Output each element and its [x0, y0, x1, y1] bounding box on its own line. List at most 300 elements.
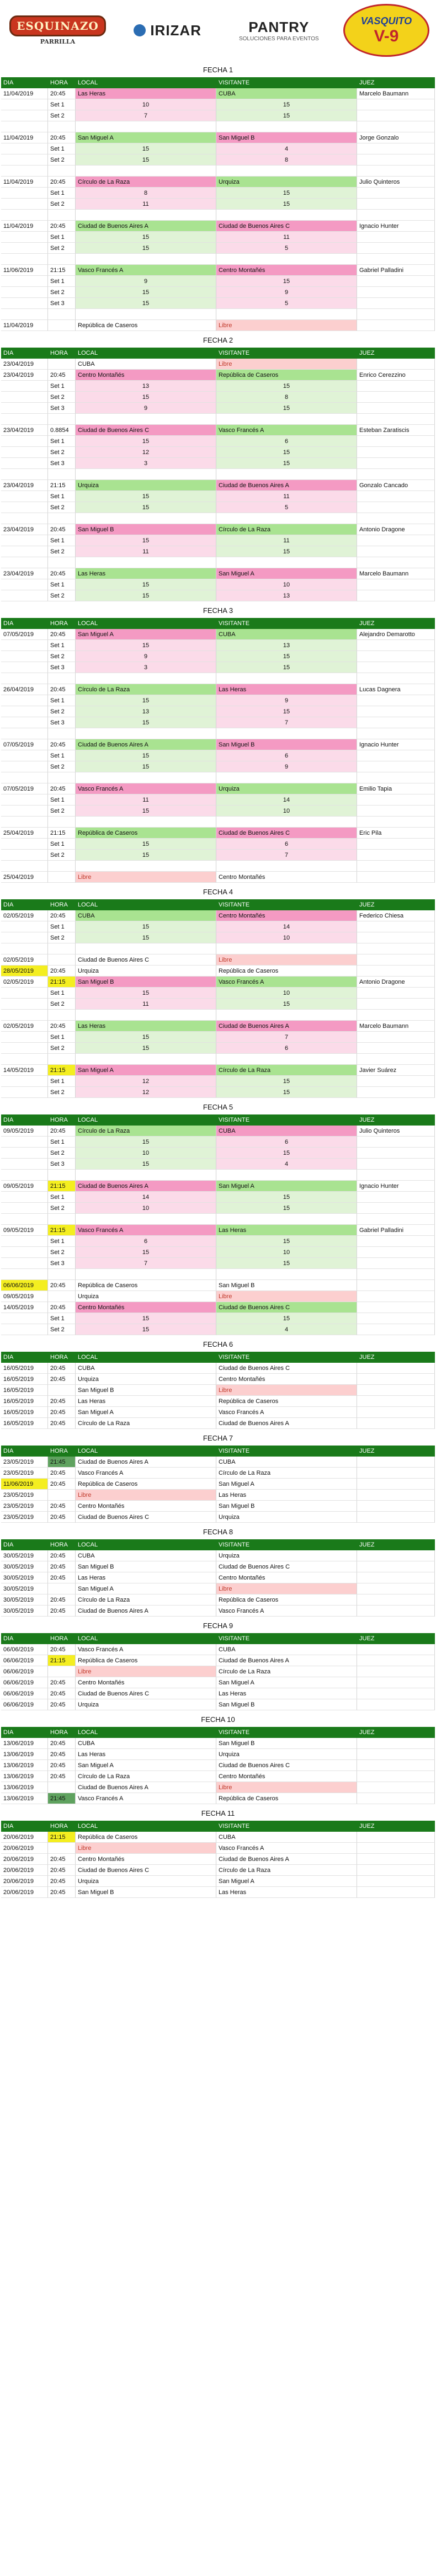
cell-referee	[357, 210, 435, 221]
cell-home-team: 15	[76, 717, 216, 728]
cell-time: 21:15	[48, 1832, 76, 1843]
cell-date: 09/05/2019	[1, 1126, 48, 1137]
cell-referee	[357, 806, 435, 817]
column-header-time: HORA	[48, 1446, 76, 1457]
cell-home-team: 10	[76, 1148, 216, 1159]
cell-home-team: Vasco Francés A	[76, 1225, 216, 1236]
cell-referee	[357, 590, 435, 601]
cell-away-team	[216, 861, 357, 872]
cell-time	[48, 1010, 76, 1021]
cell-date: 30/05/2019	[1, 1606, 48, 1617]
cell-referee: Eric Pila	[357, 828, 435, 839]
cell-home-team: Ciudad de Buenos Aires C	[76, 1865, 216, 1876]
cell-away-team: Vasco Francés A	[216, 425, 357, 436]
column-header-referee: JUEZ	[357, 1821, 435, 1832]
cell-time	[48, 872, 76, 883]
cell-referee	[357, 966, 435, 977]
cell-away-team: Ciudad de Buenos Aires C	[216, 221, 357, 232]
cell-time	[48, 1843, 76, 1854]
cell-referee	[357, 817, 435, 828]
cell-referee	[357, 1887, 435, 1898]
cell-home-team: 15	[76, 1313, 216, 1324]
cell-time: Set 1	[48, 579, 76, 590]
cell-time	[48, 210, 76, 221]
fecha-title: FECHA 4	[203, 888, 233, 896]
cell-time	[48, 1170, 76, 1181]
cell-time	[48, 1666, 76, 1677]
column-header-home-team: LOCAL	[76, 348, 216, 359]
cell-time: Set 1	[48, 640, 76, 651]
cell-away-team: 15	[216, 546, 357, 557]
cell-away-team: Centro Montañés	[216, 1572, 357, 1583]
cell-time: Set 2	[48, 806, 76, 817]
cell-away-team: Las Heras	[216, 1225, 357, 1236]
cell-home-team: 7	[76, 110, 216, 121]
column-header-time: HORA	[48, 1633, 76, 1644]
cell-away-team	[216, 121, 357, 132]
cell-away-team: Centro Montañés	[216, 1374, 357, 1385]
cell-date: 06/06/2019	[1, 1644, 48, 1655]
cell-date: 30/05/2019	[1, 1572, 48, 1583]
cell-home-team: 15	[76, 695, 216, 706]
cell-date	[1, 806, 48, 817]
cell-date	[1, 143, 48, 154]
cell-home-team: 15	[76, 921, 216, 932]
cell-away-team: San Miguel B	[216, 1699, 357, 1710]
cell-time: Set 2	[48, 392, 76, 403]
cell-referee: Lucas Dagnera	[357, 684, 435, 695]
cell-date: 14/05/2019	[1, 1302, 48, 1313]
cell-referee	[357, 1214, 435, 1225]
cell-referee	[357, 999, 435, 1010]
cell-referee: Alejandro Demarotto	[357, 629, 435, 640]
cell-date: 13/06/2019	[1, 1760, 48, 1771]
cell-away-team	[216, 210, 357, 221]
cell-home-team	[76, 1269, 216, 1280]
cell-date: 25/04/2019	[1, 872, 48, 883]
cell-date: 23/04/2019	[1, 524, 48, 535]
cell-date	[1, 557, 48, 568]
cell-date	[1, 772, 48, 783]
cell-time	[48, 309, 76, 320]
cell-away-team: 15	[216, 1236, 357, 1247]
cell-time: 20:45	[48, 966, 76, 977]
cell-away-team: San Miguel A	[216, 1479, 357, 1490]
fixture-table	[1, 348, 435, 601]
fecha-title: FECHA 7	[203, 1434, 233, 1442]
cell-away-team: 15	[216, 706, 357, 717]
column-header-away-team: VISITANTE	[216, 1446, 357, 1457]
cell-referee: Emilio Tapia	[357, 783, 435, 794]
cell-date: 23/04/2019	[1, 568, 48, 579]
cell-referee: Marcelo Baumann	[357, 1021, 435, 1032]
cell-date	[1, 1203, 48, 1214]
cell-time: 20:45	[48, 177, 76, 188]
column-header-referee: JUEZ	[357, 618, 435, 629]
cell-time: Set 2	[48, 199, 76, 210]
cell-home-team: Ciudad de Buenos Aires A	[76, 739, 216, 750]
cell-home-team: San Miguel A	[76, 1407, 216, 1418]
cell-date: 20/06/2019	[1, 1832, 48, 1843]
cell-referee	[357, 662, 435, 673]
cell-away-team: CUBA	[216, 1832, 357, 1843]
cell-away-team: Las Heras	[216, 684, 357, 695]
cell-time	[48, 943, 76, 954]
cell-home-team: 15	[76, 750, 216, 761]
cell-home-team: Libre	[76, 1490, 216, 1501]
cell-date	[1, 728, 48, 739]
cell-date: 23/04/2019	[1, 425, 48, 436]
cell-away-team: San Miguel B	[216, 1280, 357, 1291]
cell-time: 21:45	[48, 1793, 76, 1804]
cell-date	[1, 243, 48, 254]
cell-referee	[357, 1418, 435, 1429]
cell-home-team: 3	[76, 662, 216, 673]
cell-referee	[357, 1043, 435, 1054]
cell-time: 20:45	[48, 1771, 76, 1782]
cell-time: 20:45	[48, 1644, 76, 1655]
cell-time: Set 2	[48, 243, 76, 254]
cell-referee	[357, 276, 435, 287]
fecha-title: FECHA 10	[201, 1715, 235, 1724]
cell-away-team: 9	[216, 761, 357, 772]
cell-home-team: 15	[76, 579, 216, 590]
cell-home-team: 12	[76, 447, 216, 458]
column-header-home-team: LOCAL	[76, 1446, 216, 1457]
column-header-referee: JUEZ	[357, 348, 435, 359]
cell-away-team: 9	[216, 695, 357, 706]
cell-away-team	[216, 414, 357, 425]
cell-date: 23/04/2019	[1, 370, 48, 381]
cell-date	[1, 1054, 48, 1065]
cell-away-team: 10	[216, 988, 357, 999]
cell-time: 21:45	[48, 1457, 76, 1468]
cell-referee	[357, 188, 435, 199]
cell-time	[48, 1054, 76, 1065]
cell-date: 02/05/2019	[1, 1021, 48, 1032]
cell-referee	[357, 1032, 435, 1043]
cell-date	[1, 392, 48, 403]
cell-home-team: República de Caseros	[76, 1655, 216, 1666]
cell-time	[48, 166, 76, 177]
cell-date	[1, 436, 48, 447]
cell-referee	[357, 359, 435, 370]
cell-away-team: 5	[216, 502, 357, 513]
cell-referee	[357, 414, 435, 425]
cell-referee	[357, 535, 435, 546]
cell-date	[1, 662, 48, 673]
cell-home-team: 15	[76, 1137, 216, 1148]
cell-time: Set 2	[48, 447, 76, 458]
cell-away-team: 4	[216, 1159, 357, 1170]
cell-away-team	[216, 1170, 357, 1181]
cell-home-team: Las Heras	[76, 1396, 216, 1407]
cell-referee	[357, 673, 435, 684]
cell-home-team: Vasco Francés A	[76, 265, 216, 276]
cell-home-team: 15	[76, 491, 216, 502]
cell-home-team: San Miguel B	[76, 1887, 216, 1898]
cell-referee	[357, 1782, 435, 1793]
column-header-referee: JUEZ	[357, 1727, 435, 1738]
column-header-time: HORA	[48, 618, 76, 629]
cell-date: 06/06/2019	[1, 1677, 48, 1688]
cell-away-team: San Miguel B	[216, 1501, 357, 1512]
cell-home-team: República de Caseros	[76, 320, 216, 331]
column-header-away-team: VISITANTE	[216, 1539, 357, 1550]
cell-away-team: 15	[216, 662, 357, 673]
cell-referee	[357, 1738, 435, 1749]
cell-home-team: Libre	[76, 1666, 216, 1677]
cell-referee: Marcelo Baumann	[357, 88, 435, 99]
cell-referee	[357, 1561, 435, 1572]
cell-date: 06/06/2019	[1, 1280, 48, 1291]
pantry-logo	[226, 11, 331, 50]
cell-referee: Antonio Dragone	[357, 524, 435, 535]
cell-away-team: 11	[216, 232, 357, 243]
column-header-away-team: VISITANTE	[216, 348, 357, 359]
cell-date	[1, 502, 48, 513]
cell-away-team: Libre	[216, 1782, 357, 1793]
cell-away-team	[216, 254, 357, 265]
cell-away-team: Libre	[216, 320, 357, 331]
cell-referee	[357, 1302, 435, 1313]
cell-time: Set 2	[48, 1324, 76, 1335]
cell-date	[1, 447, 48, 458]
cell-date	[1, 1043, 48, 1054]
cell-away-team: Ciudad de Buenos Aires C	[216, 1363, 357, 1374]
cell-home-team	[76, 210, 216, 221]
fecha-title: FECHA 3	[203, 606, 233, 615]
cell-time: Set 2	[48, 110, 76, 121]
cell-home-team: 11	[76, 199, 216, 210]
cell-time: Set 1	[48, 695, 76, 706]
cell-time: 20:45	[48, 1396, 76, 1407]
cell-away-team: 6	[216, 1137, 357, 1148]
cell-referee	[357, 861, 435, 872]
fixture-content	[0, 61, 436, 1898]
cell-time	[48, 728, 76, 739]
cell-date: 30/05/2019	[1, 1594, 48, 1606]
cell-referee: Antonio Dragone	[357, 977, 435, 988]
cell-home-team	[76, 254, 216, 265]
cell-time: 20:45	[48, 1561, 76, 1572]
cell-time: 20:45	[48, 1550, 76, 1561]
cell-date: 11/04/2019	[1, 88, 48, 99]
cell-date	[1, 1324, 48, 1335]
cell-referee	[357, 1247, 435, 1258]
cell-home-team: 15	[76, 287, 216, 298]
cell-date: 11/04/2019	[1, 221, 48, 232]
cell-home-team: 15	[76, 243, 216, 254]
cell-referee	[357, 1374, 435, 1385]
cell-time: 20:45	[48, 1760, 76, 1771]
cell-referee	[357, 1572, 435, 1583]
cell-away-team: San Miguel A	[216, 1677, 357, 1688]
cell-time: Set 1	[48, 1192, 76, 1203]
cell-time: Set 1	[48, 143, 76, 154]
cell-referee	[357, 794, 435, 806]
cell-referee: Esteban Zaratiscis	[357, 425, 435, 436]
cell-time: Set 1	[48, 381, 76, 392]
cell-home-team: 7	[76, 1258, 216, 1269]
column-header-time: HORA	[48, 899, 76, 910]
cell-away-team: San Miguel A	[216, 568, 357, 579]
cell-referee	[357, 199, 435, 210]
column-header-referee: JUEZ	[357, 1114, 435, 1126]
cell-away-team: República de Caseros	[216, 370, 357, 381]
column-header-date: DIA	[1, 1114, 48, 1126]
cell-referee	[357, 1407, 435, 1418]
cell-time: Set 1	[48, 1076, 76, 1087]
cell-referee	[357, 1324, 435, 1335]
cell-referee	[357, 772, 435, 783]
cell-home-team: Urquiza	[76, 1699, 216, 1710]
cell-referee	[357, 232, 435, 243]
cell-away-team: Libre	[216, 1583, 357, 1594]
cell-away-team: 7	[216, 1032, 357, 1043]
cell-home-team: CUBA	[76, 910, 216, 921]
cell-date	[1, 99, 48, 110]
cell-time: 20:45	[48, 1594, 76, 1606]
cell-home-team	[76, 817, 216, 828]
cell-time	[48, 772, 76, 783]
cell-home-team: CUBA	[76, 1738, 216, 1749]
cell-date	[1, 414, 48, 425]
cell-time: Set 1	[48, 1137, 76, 1148]
cell-home-team: 15	[76, 1247, 216, 1258]
cell-time: 20:45	[48, 1468, 76, 1479]
cell-referee	[357, 954, 435, 966]
cell-home-team	[76, 943, 216, 954]
cell-referee	[357, 143, 435, 154]
cell-date	[1, 403, 48, 414]
cell-away-team: 13	[216, 640, 357, 651]
cell-referee	[357, 1865, 435, 1876]
cell-date	[1, 1010, 48, 1021]
cell-referee	[357, 1076, 435, 1087]
cell-time: 20:45	[48, 1688, 76, 1699]
cell-time: Set 3	[48, 458, 76, 469]
cell-referee	[357, 1832, 435, 1843]
cell-home-team: 15	[76, 535, 216, 546]
cell-time: Set 2	[48, 850, 76, 861]
cell-date	[1, 276, 48, 287]
cell-home-team: Ciudad de Buenos Aires A	[76, 1782, 216, 1793]
cell-date	[1, 513, 48, 524]
cell-away-team: Círculo de La Raza	[216, 1065, 357, 1076]
cell-referee	[357, 166, 435, 177]
cell-referee	[357, 1137, 435, 1148]
cell-time	[48, 1385, 76, 1396]
cell-referee	[357, 579, 435, 590]
cell-time: Set 1	[48, 276, 76, 287]
cell-date: 13/06/2019	[1, 1749, 48, 1760]
column-header-date: DIA	[1, 77, 48, 88]
cell-home-team: San Miguel A	[76, 1760, 216, 1771]
column-header-time: HORA	[48, 1539, 76, 1550]
cell-time: 0.8854	[48, 425, 76, 436]
cell-home-team: 15	[76, 392, 216, 403]
cell-away-team: 5	[216, 243, 357, 254]
cell-time	[48, 861, 76, 872]
cell-away-team: Vasco Francés A	[216, 977, 357, 988]
cell-referee	[357, 287, 435, 298]
column-header-home-team: LOCAL	[76, 1633, 216, 1644]
cell-referee	[357, 1479, 435, 1490]
cell-time: 20:45	[48, 1512, 76, 1523]
cell-away-team: Ciudad de Buenos Aires A	[216, 1655, 357, 1666]
cell-date	[1, 921, 48, 932]
cell-time: Set 1	[48, 1032, 76, 1043]
cell-date	[1, 750, 48, 761]
cell-referee	[357, 99, 435, 110]
cell-home-team: 9	[76, 651, 216, 662]
cell-date	[1, 1192, 48, 1203]
cell-date	[1, 861, 48, 872]
cell-away-team: Círculo de La Raza	[216, 1666, 357, 1677]
cell-date	[1, 706, 48, 717]
cell-time: 20:45	[48, 1699, 76, 1710]
column-header-referee: JUEZ	[357, 1446, 435, 1457]
cell-away-team: Ciudad de Buenos Aires A	[216, 1418, 357, 1429]
irizar-logo	[121, 14, 215, 47]
cell-time: 20:45	[48, 1738, 76, 1749]
vasquito-logo	[343, 4, 429, 57]
cell-time: 20:45	[48, 1280, 76, 1291]
cell-time	[48, 469, 76, 480]
cell-date: 16/05/2019	[1, 1407, 48, 1418]
cell-home-team	[76, 1010, 216, 1021]
cell-away-team	[216, 557, 357, 568]
column-header-date: DIA	[1, 899, 48, 910]
cell-time	[48, 254, 76, 265]
cell-referee	[357, 1203, 435, 1214]
cell-home-team: 15	[76, 1159, 216, 1170]
cell-referee	[357, 298, 435, 309]
cell-time: Set 2	[48, 590, 76, 601]
cell-home-team: 11	[76, 999, 216, 1010]
cell-date: 09/05/2019	[1, 1181, 48, 1192]
cell-away-team: 10	[216, 1247, 357, 1258]
cell-time: Set 3	[48, 717, 76, 728]
cell-date: 30/05/2019	[1, 1583, 48, 1594]
column-header-away-team: VISITANTE	[216, 77, 357, 88]
cell-time: 21:15	[48, 1181, 76, 1192]
cell-referee	[357, 1688, 435, 1699]
cell-home-team	[76, 1170, 216, 1181]
cell-referee	[357, 1148, 435, 1159]
cell-time: 21:15	[48, 1225, 76, 1236]
cell-date: 20/06/2019	[1, 1843, 48, 1854]
cell-away-team: Ciudad de Buenos Aires C	[216, 1760, 357, 1771]
cell-date	[1, 1087, 48, 1098]
cell-date	[1, 1148, 48, 1159]
cell-referee	[357, 1170, 435, 1181]
cell-referee	[357, 1313, 435, 1324]
cell-date	[1, 1159, 48, 1170]
cell-home-team: San Miguel A	[76, 629, 216, 640]
cell-date: 02/05/2019	[1, 910, 48, 921]
cell-date	[1, 579, 48, 590]
column-header-home-team: LOCAL	[76, 618, 216, 629]
cell-away-team: Centro Montañés	[216, 265, 357, 276]
cell-date	[1, 850, 48, 861]
cell-referee	[357, 1010, 435, 1021]
cell-away-team: Urquiza	[216, 783, 357, 794]
cell-time: Set 2	[48, 932, 76, 943]
cell-away-team	[216, 1010, 357, 1021]
cell-time: Set 2	[48, 1148, 76, 1159]
